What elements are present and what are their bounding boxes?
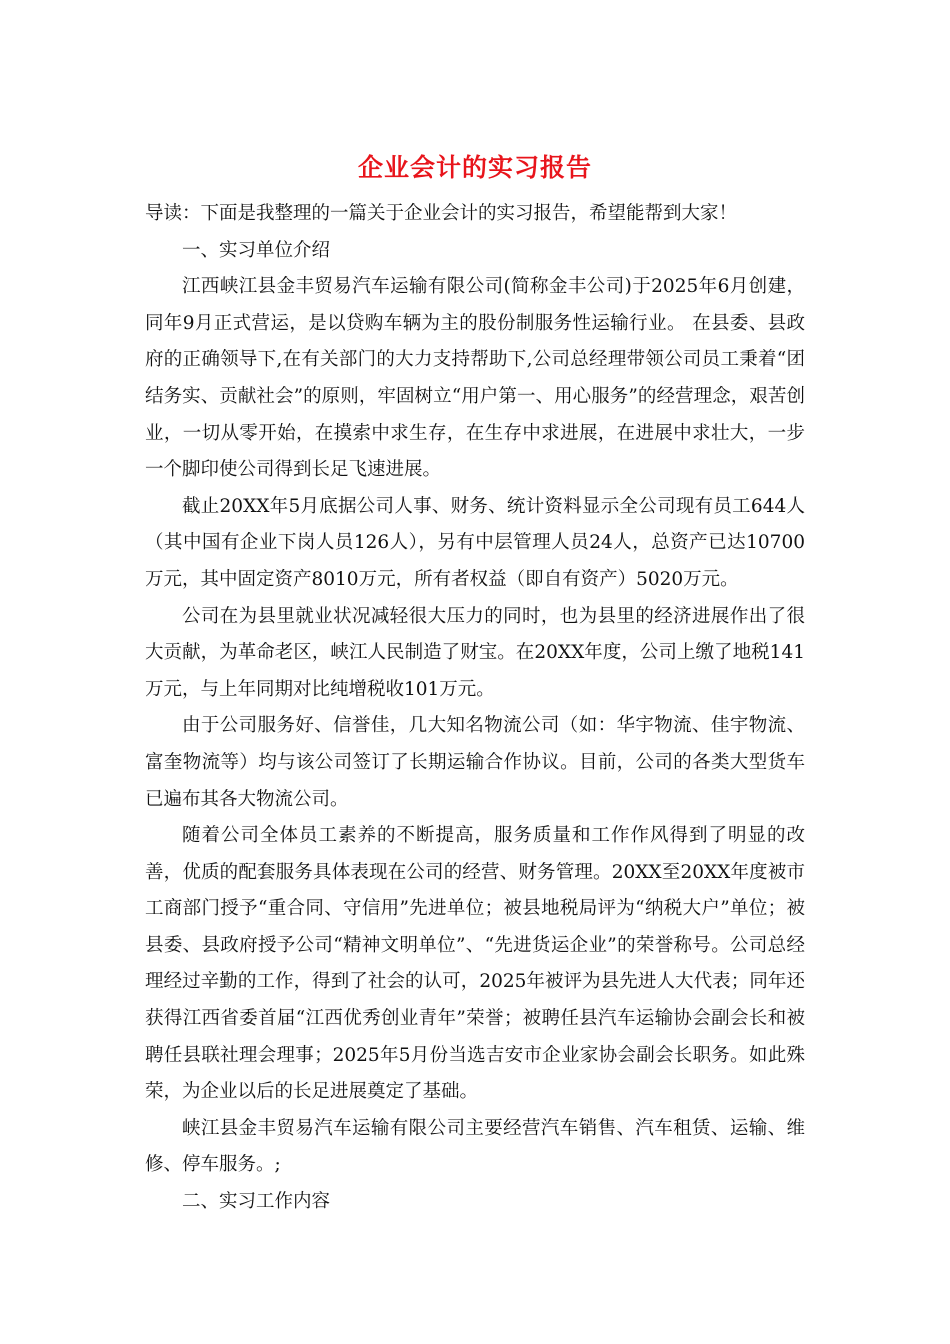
document-body: [145, 196, 805, 1221]
body-paragraph: 随着公司全体员工素养的不断提高，服务质量和工作作风得到了明显的改善，优质的配套服务具体表现在公司的经营、财务管理。20XX至20XX年度被市工商部门授予“重合同、守信用”先进单位；被县地税局评为“纳税大户”单位；被县委、县政府授予公司“精神文明单位”、“先进货运企业”的荣誉称号。公司总经理经过辛勤的工作，得到了社会的认可，2025年被评为县先进人大代表；同年还获得江西省委首届“江西优秀创业青年”荣誉；被聘任县汽车运输协会副会长和被聘任县联社理会理事；2025年5月份当选吉安市企业家协会副会长职务。如此殊荣，为企业以后的长足进展奠定了基础。: [145, 825, 805, 1103]
section-heading-1: 一、实习单位介绍: [182, 239, 331, 261]
body-paragraph: 由于公司服务好、信誉佳，几大知名物流公司（如：华宇物流、佳宇物流、富奎物流等）均与该公司签订了长期运输合作协议。目前，公司的各类大型货车已遍布其各大物流公司。: [145, 715, 805, 810]
intro-paragraph: 导读：下面是我整理的一篇关于企业会计的实习报告，希望能帮到大家！: [145, 203, 738, 224]
body-paragraph: 公司在为县里就业状况减轻很大压力的同时，也为县里的经济进展作出了很大贡献，为革命老区，峡江人民制造了财宝。在20XX年度，公司上缴了地税141万元，与上年同期对比纯增税收101万元。: [145, 605, 805, 700]
body-paragraph: 峡江县金丰贸易汽车运输有限公司主要经营汽车销售、汽车租赁、运输、维修、停车服务。;: [145, 1117, 805, 1176]
body-paragraph: 截止20XX年5月底据公司人事、财务、统计资料显示全公司现有员工644人（其中国有企业下岗人员126人），另有中层管理人员24人，总资产已达10700万元，其中固定资产8010万元，所有者权益（即自有资产）5020万元。: [145, 495, 805, 590]
document-title: 企业会计的实习报告: [357, 153, 592, 182]
body-paragraph: 江西峡江县金丰贸易汽车运输有限公司(简称金丰公司)于2025年6月创建，同年9月正式营运，是以贷购车辆为主的股份制服务性运输行业。 在县委、县政府的正确领导下,在有关部门的大力支持帮助下,公司总经理带领公司员工秉着“团结务实、贡献社会”的原则，牢固树立“用户第一、用心服务”的经营理念，艰苦创业，一切从零开始，在摸索中求生存，在生存中求进展，在进展中求壮大，一步一个脚印使公司得到长足飞速进展。: [145, 276, 805, 481]
section-heading-2: 二、实习工作内容: [182, 1191, 331, 1213]
